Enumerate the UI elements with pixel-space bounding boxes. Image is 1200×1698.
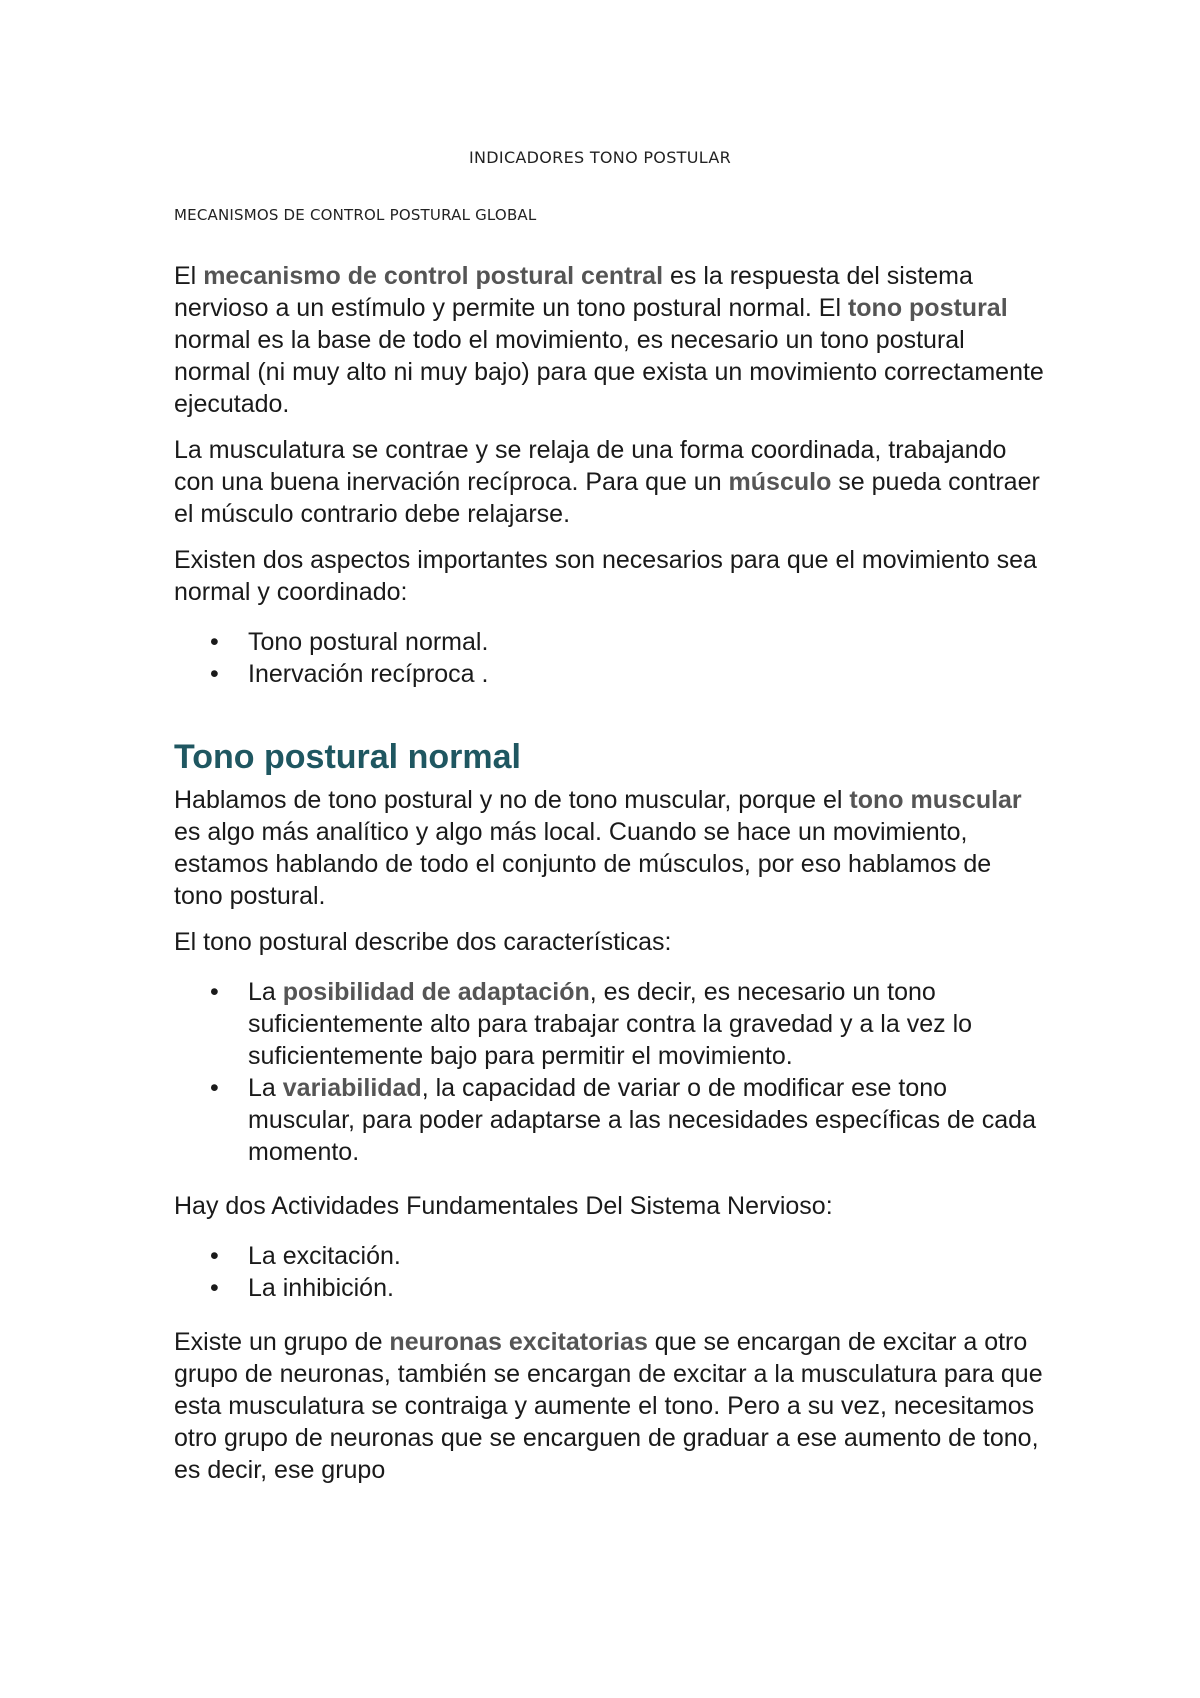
paragraph-tono-muscular bbox=[174, 784, 1044, 912]
list-item: • Tono postural normal. bbox=[248, 626, 1044, 658]
text-span: se pueda contraer el músculo contrario debe relajarse. bbox=[174, 468, 1040, 528]
list-item bbox=[248, 976, 1044, 1072]
list-item: • La excitación. bbox=[248, 1240, 1044, 1272]
bullet-list-actividades bbox=[174, 1240, 1044, 1304]
paragraph-caracteristicas: El tono postural describe dos características: bbox=[174, 928, 672, 956]
text-span: normal es la base de todo el movimiento, es necesario un tono postural normal (ni muy alto ni muy bajo) para que exista un movimiento correctamente ejecutado. bbox=[174, 326, 1044, 418]
highlight-term: tono postural bbox=[847, 294, 1008, 322]
highlight-term: neuronas excitatorias bbox=[389, 1328, 648, 1356]
text-span: , es decir, es necesario un tono suficientemente alto para trabajar contra la gravedad y a la vez lo suficientemente bajo para permitir el movimiento. bbox=[248, 978, 973, 1070]
highlight-term: mecanismo de control postural central bbox=[203, 262, 664, 290]
list-item: • Inervación recíproca . bbox=[248, 658, 1044, 690]
section-label: MECANISMOS DE CONTROL POSTURAL GLOBAL bbox=[174, 206, 537, 224]
list-item: • La inhibición. bbox=[248, 1272, 1044, 1304]
text-span: , la capacidad de variar o de modificar ese tono muscular, para poder adaptarse a las necesidades específicas de cada momento. bbox=[248, 1074, 1036, 1166]
text-span: Hablamos de tono postural y no de tono muscular, porque el bbox=[174, 786, 850, 814]
text-span: Existe un grupo de bbox=[174, 1328, 390, 1356]
text-span: que se encargan de excitar a otro grupo de neuronas, también se encargan de excitar a la musculatura para que esta musculatura se contraiga y aumente el tono. Pero a su vez, necesitamos otro grupo de neuronas que se encarguen de graduar a ese aumento de tono, es decir, ese grupo bbox=[174, 1328, 1043, 1484]
document-title: INDICADORES TONO POSTULAR bbox=[469, 148, 731, 167]
paragraph-musculatura bbox=[174, 434, 1044, 530]
highlight-term: músculo bbox=[728, 468, 832, 496]
text-span: es algo más analítico y algo más local. Cuando se hace un movimiento, estamos hablando de todo el conjunto de músculos, por eso hablamos de tono postural. bbox=[174, 818, 992, 910]
section-heading: Tono postural normal bbox=[174, 738, 521, 776]
paragraph-control-postural bbox=[174, 260, 1044, 420]
document-body bbox=[174, 260, 1044, 1500]
bullet-list-caracteristicas bbox=[174, 976, 1044, 1168]
text-span: La musculatura se contrae y se relaja de una forma coordinada, trabajando con una buena inervación recíproca. Para que un bbox=[174, 436, 1007, 496]
highlight-term: variabilidad bbox=[282, 1074, 422, 1102]
highlight-term: tono muscular bbox=[849, 786, 1022, 814]
text-span: La bbox=[248, 978, 283, 1006]
list-item bbox=[248, 1072, 1044, 1168]
paragraph-actividades: Hay dos Actividades Fundamentales Del Sistema Nervioso: bbox=[174, 1192, 833, 1220]
paragraph-neuronas bbox=[174, 1326, 1044, 1486]
text-span: La bbox=[248, 1074, 283, 1102]
text-span: El bbox=[174, 262, 204, 290]
highlight-term: posibilidad de adaptación bbox=[282, 978, 590, 1006]
paragraph-aspectos: Existen dos aspectos importantes son necesarios para que el movimiento sea normal y coordinado: bbox=[174, 546, 1037, 606]
text-span: es la respuesta del sistema nervioso a un estímulo y permite un tono postural normal. El bbox=[174, 262, 973, 322]
bullet-list-aspectos bbox=[174, 626, 1044, 690]
